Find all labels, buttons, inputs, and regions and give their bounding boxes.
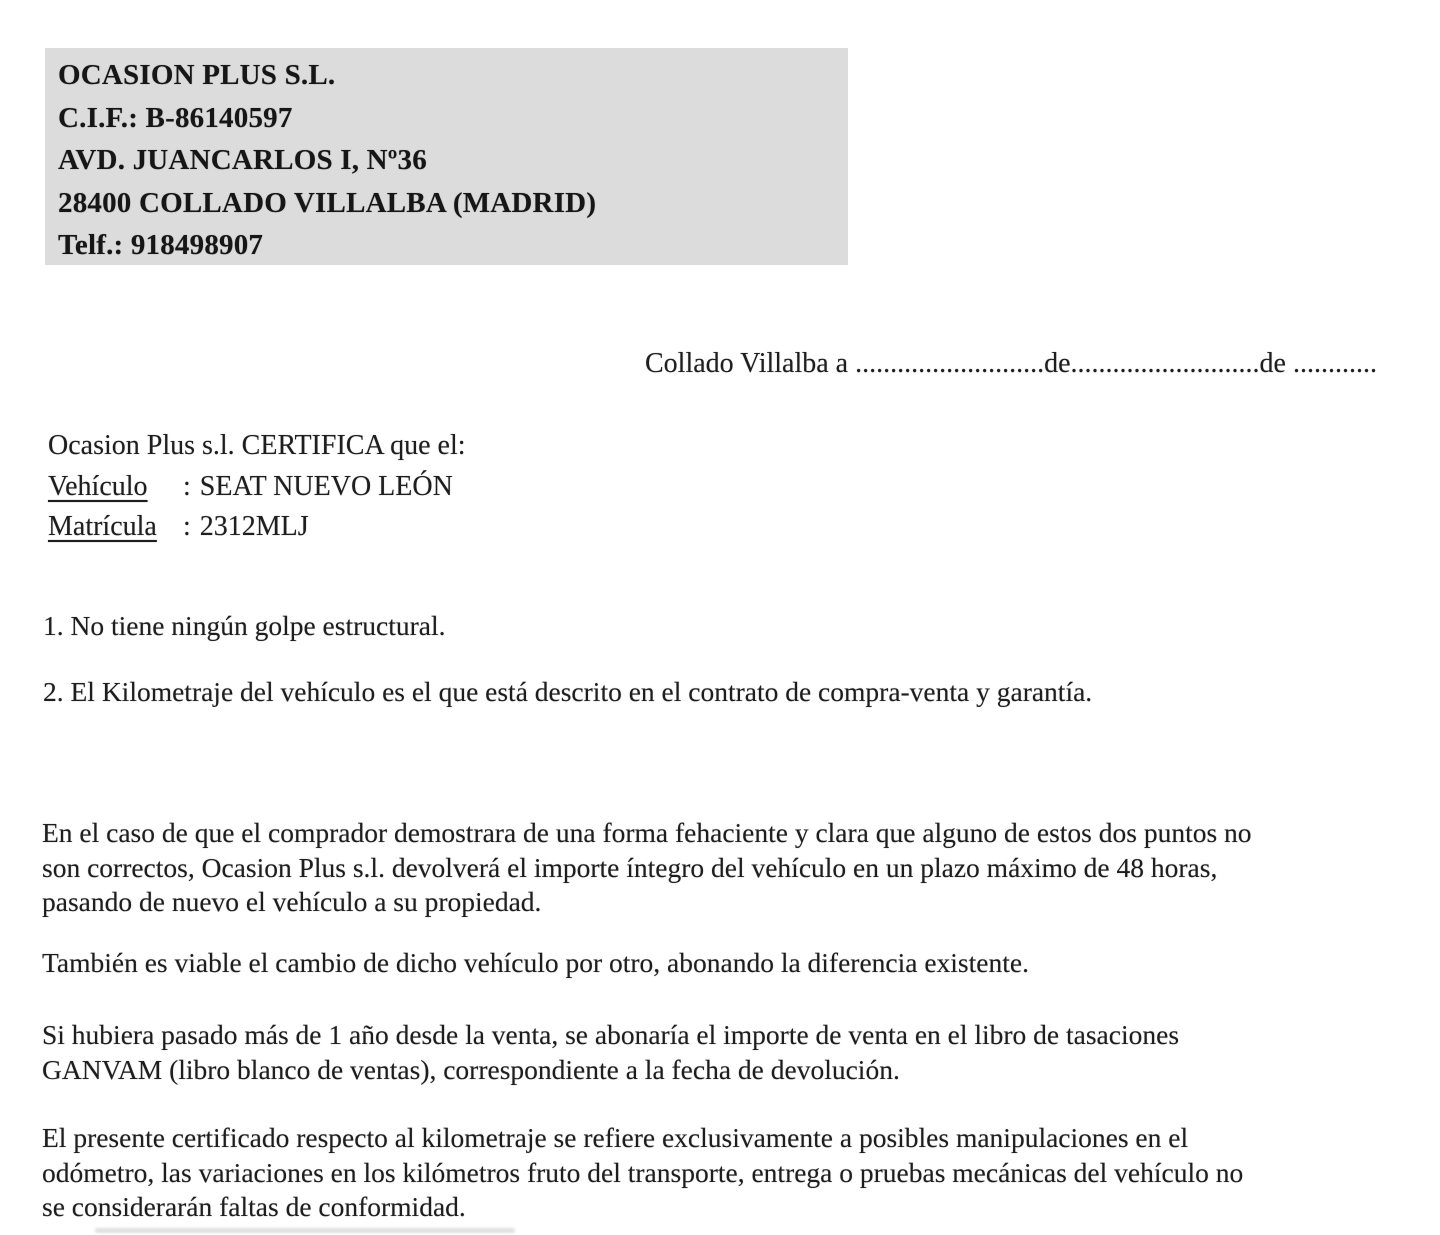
date-line: Collado Villalba a ...........................de...........................de ............ bbox=[645, 348, 1377, 379]
company-header-box: OCASION PLUS S.L. C.I.F.: B-86140597 AVD. JUANCARLOS I, Nº36 28400 COLLADO VILLALBA (MADRID) Telf.: 918498907 bbox=[45, 48, 848, 265]
point-structural-damage: 1. No tiene ningún golpe estructural. bbox=[43, 610, 446, 641]
certification-block bbox=[48, 426, 466, 548]
vehicle-row bbox=[48, 467, 466, 508]
paragraph-refund-policy: En el caso de que el comprador demostrara de una forma fehaciente y clara que alguno de estos dos puntos no son correctos, Ocasion Plus s.l. devolverá el importe íntegro del vehículo en un plazo máximo de 48 horas, pasando de nuevo el vehículo a su propiedad. bbox=[42, 817, 1252, 917]
paragraph-odometer-disclaimer: El presente certificado respecto al kilometraje se refiere exclusivamente a posibles manipulaciones en el odómetro, las variaciones en los kilómetros fruto del transporte, entrega o pruebas mecánicas del vehículo no se considerarán faltas de conformidad. bbox=[42, 1122, 1244, 1222]
plate-label: Matrícula bbox=[48, 511, 157, 542]
plate-separator: : bbox=[183, 511, 191, 542]
point-mileage: 2. El Kilometraje del vehículo es el que está descrito en el contrato de compra-venta y garantía. bbox=[43, 676, 1093, 707]
plate-row bbox=[48, 507, 466, 548]
vehicle-value: SEAT NUEVO LEÓN bbox=[199, 470, 453, 502]
vehicle-separator: : bbox=[183, 470, 191, 502]
scan-artifact bbox=[95, 1228, 515, 1233]
paragraph-ganvam-valuation: Si hubiera pasado más de 1 año desde la venta, se abonaría el importe de venta en el libro de tasaciones GANVAM (libro blanco de ventas), correspondiente a la fecha de devolución. bbox=[42, 1019, 1180, 1085]
plate-value: 2312MLJ bbox=[199, 511, 309, 542]
vehicle-label: Vehículo bbox=[48, 470, 148, 502]
paragraph-vehicle-exchange: También es viable el cambio de dicho vehículo por otro, abonando la diferencia existente. bbox=[42, 947, 1029, 978]
certification-intro: Ocasion Plus s.l. CERTIFICA que el: bbox=[48, 430, 466, 461]
